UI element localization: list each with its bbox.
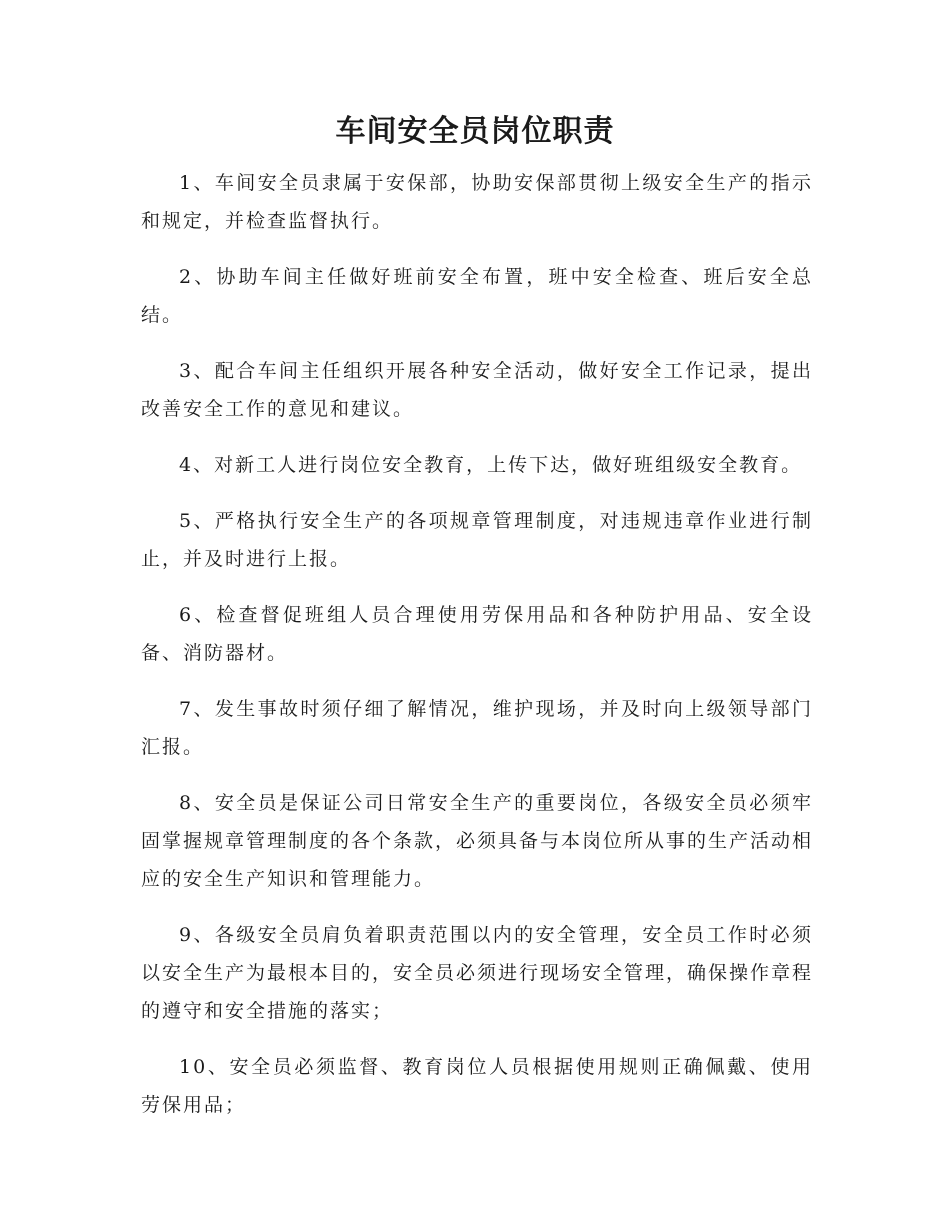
page-title: 车间安全员岗位职责 <box>335 114 615 149</box>
paragraph-3: 3、配合车间主任组织开展各种安全活动，做好安全工作记录，提出改善安全工作的意见和建议。 <box>141 360 813 420</box>
paragraph-8: 8、安全员是保证公司日常安全生产的重要岗位，各级安全员必须牢固掌握规章管理制度的各个条款，必须具备与本岗位所从事的生产活动相应的安全生产知识和管理能力。 <box>141 792 814 890</box>
paragraph-4: 4、对新工人进行岗位安全教育，上传下达，做好班组级安全教育。 <box>179 454 803 476</box>
paragraph-1: 1、车间安全员隶属于安保部，协助安保部贯彻上级安全生产的指示和规定，并检查监督执行。 <box>141 172 813 232</box>
paragraph-2: 2、协助车间主任做好班前安全布置，班中安全检查、班后安全总结。 <box>141 266 813 326</box>
document-body <box>141 164 813 1142</box>
paragraph-10: 10、安全员必须监督、教育岗位人员根据使用规则正确佩戴、使用劳保用品； <box>141 1056 813 1116</box>
paragraph-5: 5、严格执行安全生产的各项规章管理制度，对违规违章作业进行制止，并及时进行上报。 <box>141 510 813 570</box>
paragraph-9: 9、各级安全员肩负着职责范围以内的安全管理，安全员工作时必须以安全生产为最根本目的，安全员必须进行现场安全管理，确保操作章程的遵守和安全措施的落实； <box>141 924 814 1022</box>
paragraph-7: 7、发生事故时须仔细了解情况，维护现场，并及时向上级领导部门汇报。 <box>141 698 813 758</box>
paragraph-6: 6、检查督促班组人员合理使用劳保用品和各种防护用品、安全设备、消防器材。 <box>141 604 813 664</box>
